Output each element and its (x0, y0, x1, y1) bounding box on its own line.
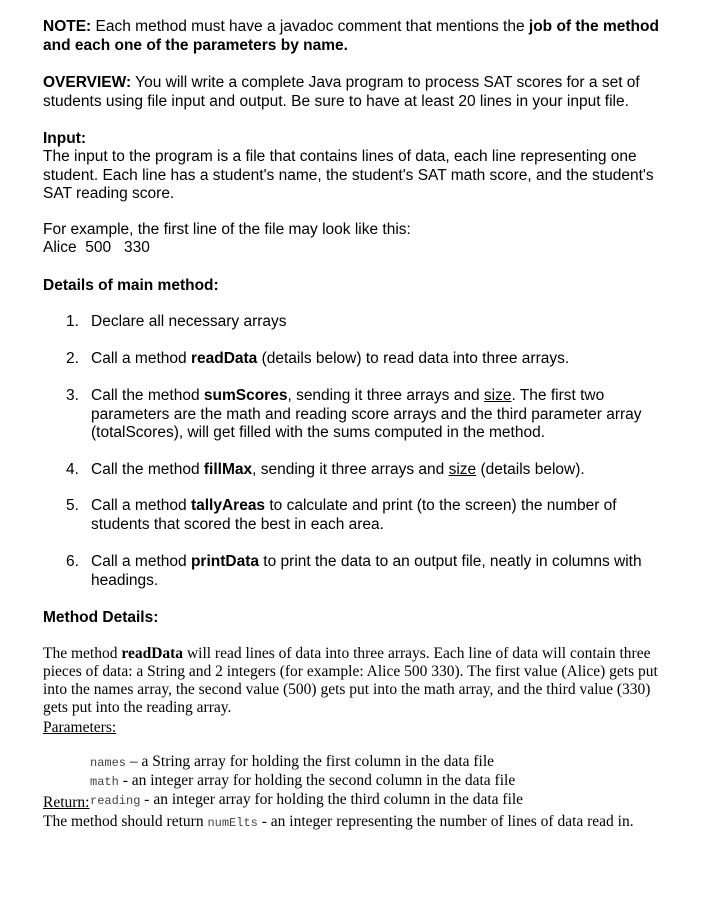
parameter-line (90, 791, 690, 810)
list-text-part: Call a method (91, 350, 191, 367)
method-name: tallyAreas (190, 497, 266, 514)
parameters-heading: Parameters: (43, 719, 117, 736)
list-text (91, 350, 671, 369)
list-text (91, 461, 671, 480)
parameter-desc: – a String array for holding the first column in the data file (126, 752, 495, 770)
input-description: The input to the program is a file that contains lines of data, each line representing one student. Each line has a student's name, the student's SAT math score, and the student's SAT reading score. (43, 148, 654, 202)
list-number: 1. (66, 313, 79, 330)
list-text-part: , sending it three arrays and (252, 461, 449, 478)
description-text: will read lines of data into three arrays. Each line of data will contain three pieces of data: a String and 2 integers (for example: Alice 500 330). The first value (Alice) gets put into the names array, the second value (500) gets put into the math array, and the third value (330) gets put into the reading array. (43, 645, 658, 716)
readdata-description (43, 645, 673, 717)
list-text-part: Call a method (91, 553, 191, 570)
parameter-code: math (90, 774, 119, 789)
return-description (43, 813, 693, 832)
note-label: NOTE: (43, 18, 92, 35)
example-line: Alice 500 330 (43, 239, 150, 256)
parameter-code: reading (90, 793, 141, 808)
return-heading: Return: (43, 794, 90, 811)
method-name: sumScores (203, 387, 288, 404)
underlined-term: size (448, 461, 477, 478)
list-number: 4. (66, 461, 79, 478)
list-text-part: . The first two parameters are the math and reading score arrays and the third parameter array (totalScores), will get filled with the sums computed in the method. (91, 387, 642, 441)
note-text: Each method must have a javadoc comment that mentions the (91, 18, 529, 35)
parameter-desc: - an integer array for holding the second column in the data file (118, 771, 516, 789)
list-number: 3. (66, 387, 79, 404)
input-heading (43, 130, 683, 149)
method-details-heading-text: Method Details: (43, 609, 159, 626)
method-name: readData (190, 350, 258, 367)
list-text-part: (details below) to read data into three arrays. (257, 350, 570, 367)
overview-label: OVERVIEW: (43, 74, 132, 91)
method-name: readData (121, 645, 184, 662)
main-details-heading (43, 277, 683, 296)
list-text (91, 497, 671, 534)
input-heading-text: Input: (43, 130, 87, 147)
parameter-desc: - an integer array for holding the third column in the data file (140, 790, 524, 808)
parameter-line (90, 753, 690, 772)
list-text-part: to print the data to an output file, neatly in columns with headings. (91, 553, 642, 589)
list-number: 5. (66, 497, 79, 514)
list-number: 2. (66, 350, 79, 367)
underlined-term: size (483, 387, 512, 404)
list-number: 6. (66, 553, 79, 570)
overview-text: You will write a complete Java program to process SAT scores for a set of students using file input and output. Be sure to have at least 20 lines in your input file. (43, 74, 640, 110)
list-text-part: Call the method (91, 387, 204, 404)
list-text-part: Call a method (91, 497, 191, 514)
list-text-part: (details below). (476, 461, 585, 478)
list-text-part: Call the method (91, 461, 204, 478)
note-emphasis: job of the method and each one of the parameters by name. (43, 18, 659, 54)
list-text (91, 387, 671, 443)
list-text-part: Declare all necessary arrays (91, 313, 287, 330)
return-text: The method should return (43, 813, 208, 830)
list-text-part: to calculate and print (to the screen) the number of students that scored the best in each area. (91, 497, 617, 533)
main-details-heading-text: Details of main method: (43, 277, 219, 294)
parameter-line (90, 772, 690, 791)
return-text: - an integer representing the number of lines of data read in. (257, 813, 634, 830)
example-intro: For example, the first line of the file may look like this: (43, 221, 411, 238)
description-text: The method (43, 645, 122, 662)
method-details-heading (43, 609, 683, 628)
overview-paragraph (43, 74, 683, 111)
list-text (91, 553, 671, 590)
return-code: numElts (207, 816, 258, 830)
parameter-code: names (90, 755, 127, 770)
method-name: fillMax (203, 461, 253, 478)
method-name: printData (190, 553, 259, 570)
note-paragraph (43, 18, 683, 55)
list-text-part: , sending it three arrays and (287, 387, 484, 404)
list-text (91, 313, 671, 332)
